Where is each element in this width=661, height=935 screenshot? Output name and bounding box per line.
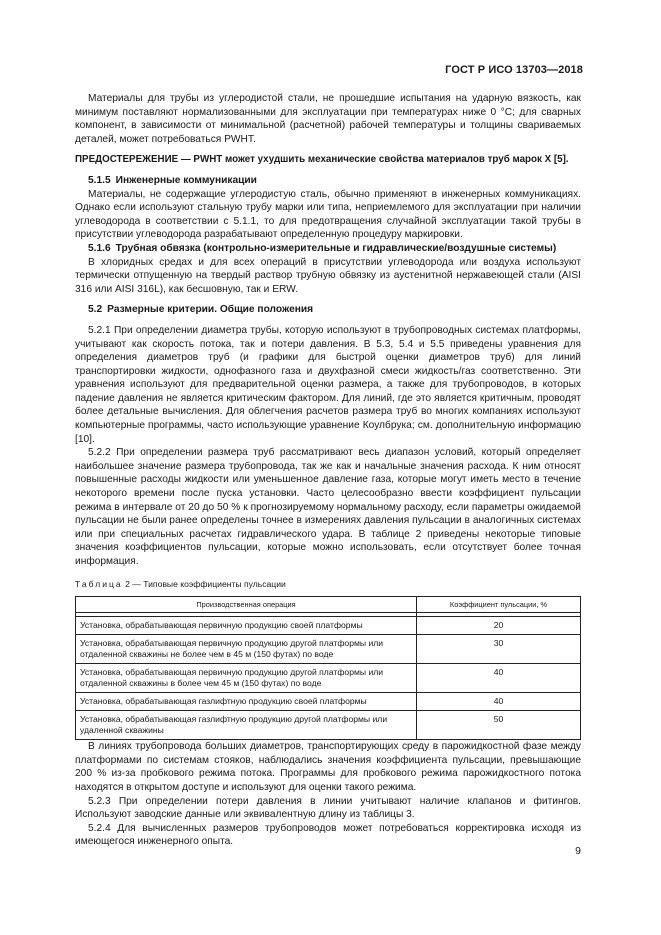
table-header-row xyxy=(76,597,581,613)
page-body xyxy=(75,92,581,849)
table-header-factor: Коэффициент пульсации, % xyxy=(417,597,581,613)
paragraph-5-2-1: 5.2.1 При определении диаметра трубы, которую используют в трубопроводных системах платформы, учитывают как скорость потока, так и потери давления. В 5.3, 5.4 и 5.5 приведены уравнения для определения диаметров труб (и графики для быстрой оценки диаметров труб) для линий транспортировки жидкости, однофазного газа и двухфазной смеси жидкость/газ соответственно. Эти уравнения используют для предварительной оценки размера, а также для трубопроводов, в которых падение давления не является критическим фактором. Для линий, где это является критичным, проводят более детальные вычисления. Для облегчения расчетов размера труб во многих компаниях используют компьютерные программы, часто использующие уравнение Коулбрука; см. дополнительную информацию [10]. xyxy=(75,324,581,445)
table-cell-value: 20 xyxy=(417,617,581,635)
paragraph-pipe-materials: Материалы для трубы из углеродистой стали, не прошедшие испытания на ударную вязкость, как минимум поставляют нормализованными для эксплуатации при температурах ниже 0 °С; для сварных компонент, в зависимости от минимальной (расчетной) рабочей температуры и толщины свариваемых деталей, может потребоваться PWHT. xyxy=(75,93,581,145)
section-title: Инженерные коммуникации xyxy=(115,174,257,186)
table-cell-value: 50 xyxy=(417,711,581,740)
section-number: 5.1.5 xyxy=(88,174,111,186)
table-cell-value: 40 xyxy=(417,664,581,693)
table-cell-value: 30 xyxy=(417,635,581,664)
table-cell-operation: Установка, обрабатывающая первичную продукцию другой платформы или отдаленной скважины в более чем 45 м (150 футах) по воде xyxy=(76,664,417,693)
paragraph-utilities: Материалы, не содержащие углеродистую сталь, обычно применяют в инженерных коммуникациях. Однако если используют стальную трубу марки или типа, неприемлемого для эксплуатации при наличии углеводорода в соответствии с 5.1.1, то для предотвращения случайной эксплуатации такой трубы в присутствии углеводорода разрабатывают определенную процедуру маркировки. xyxy=(75,188,581,241)
section-number: 5.2 xyxy=(88,304,103,316)
table-caption xyxy=(75,578,581,592)
section-heading-5-1-6 xyxy=(75,242,581,256)
table-cell-operation: Установка, обрабатывающая первичную продукцию своей платформы xyxy=(76,617,417,635)
table-row xyxy=(76,617,581,635)
section-heading-5-1-5 xyxy=(75,174,581,188)
section-heading-5-2 xyxy=(75,303,581,317)
section-title: Трубная обвязка (контрольно-измерительные и гидравлические/воздушные системы) xyxy=(115,242,557,254)
paragraph-slug-flow: В линиях трубопровода больших диаметров, транспортирующих среду в парожидкостной фазе между платформами по системам стояков, наблюдались значения коэффициента пульсации, превышающие 200 % из-за пробкового режима потока. Программы для пробкового режима парожидкостного потока находятся в открытом доступе и используют для оценки такого режима. xyxy=(75,741,581,793)
document-code: ГОСТ Р ИСО 13703—2018 xyxy=(445,64,583,76)
table-row xyxy=(76,635,581,664)
table-cell-operation: Установка, обрабатывающая газлифтную продукцию своей платформы xyxy=(76,693,417,711)
warning-note: ПРЕДОСТЕРЕЖЕНИЕ — PWHT может ухудшить механические свойства материалов труб марок Х [5]. xyxy=(75,154,569,166)
table-cell-operation: Установка, обрабатывающая первичную продукцию другой платформы или отдаленной скважины не более чем в 45 м (150 футах) по воде xyxy=(76,635,417,664)
section-number: 5.1.6 xyxy=(88,242,111,254)
surge-factor-table xyxy=(75,596,581,740)
paragraph-5-2-2: 5.2.2 При определении размера труб рассматривают весь диапазон условий, который определяет наибольшее значение размера трубопровода, так же как и начальные значения расхода. К ним относят повышенные расходы жидкости или уменьшенное давление газа, которые могут иметь место в течение некоторого времени после пуска установки. Часто целесообразно ввести коэффициент пульсации режима в интервале от 20 до 50 % к прогнозируемому нормальному расходу, если параметры ожидаемой пульсации не были ранее определены точнее в измерениях давления пульсации в аналогичных системах или при специальных расчетах гидравлического удара. В таблице 2 приведены некоторые типовые значения коэффициентов пульсации, которые можно использовать, если отсутствует более точная информация. xyxy=(75,447,581,567)
section-title: Размерные критерии. Общие положения xyxy=(107,304,314,316)
table-cell-value: 40 xyxy=(417,693,581,711)
paragraph-tubing: В хлоридных средах и для всех операций в присутствии углеводорода или воздуха используют термически отпущенную на твердый раствор трубную обвязку из аустенитной нержавеющей стали (AISI 316 или AISI 316L), как бесшовную, так и ERW. xyxy=(75,256,581,295)
table-caption-label: Таблица xyxy=(75,578,123,589)
table-cell-operation: Установка, обрабатывающая газлифтную продукцию другой платформы или удаленной скважины xyxy=(76,711,417,740)
table-caption-title: — Типовые коэффициенты пульсации xyxy=(132,578,286,589)
page-number: 9 xyxy=(575,845,581,857)
table-row xyxy=(76,693,581,711)
paragraph-5-2-3: 5.2.3 При определении потери давления в линии учитывают наличие клапанов и фитингов. Используют заводские данные или эквивалентную длину из таблицы 3. xyxy=(75,795,581,821)
table-row xyxy=(76,711,581,740)
table-caption-number: 2 xyxy=(125,578,130,589)
table-header-operation: Производственная операция xyxy=(76,597,417,613)
paragraph-5-2-4: 5.2.4 Для вычисленных размеров трубопроводов может потребоваться корректировка исходя из имеющегося инженерного опыта. xyxy=(75,822,581,848)
table-row xyxy=(76,664,581,693)
